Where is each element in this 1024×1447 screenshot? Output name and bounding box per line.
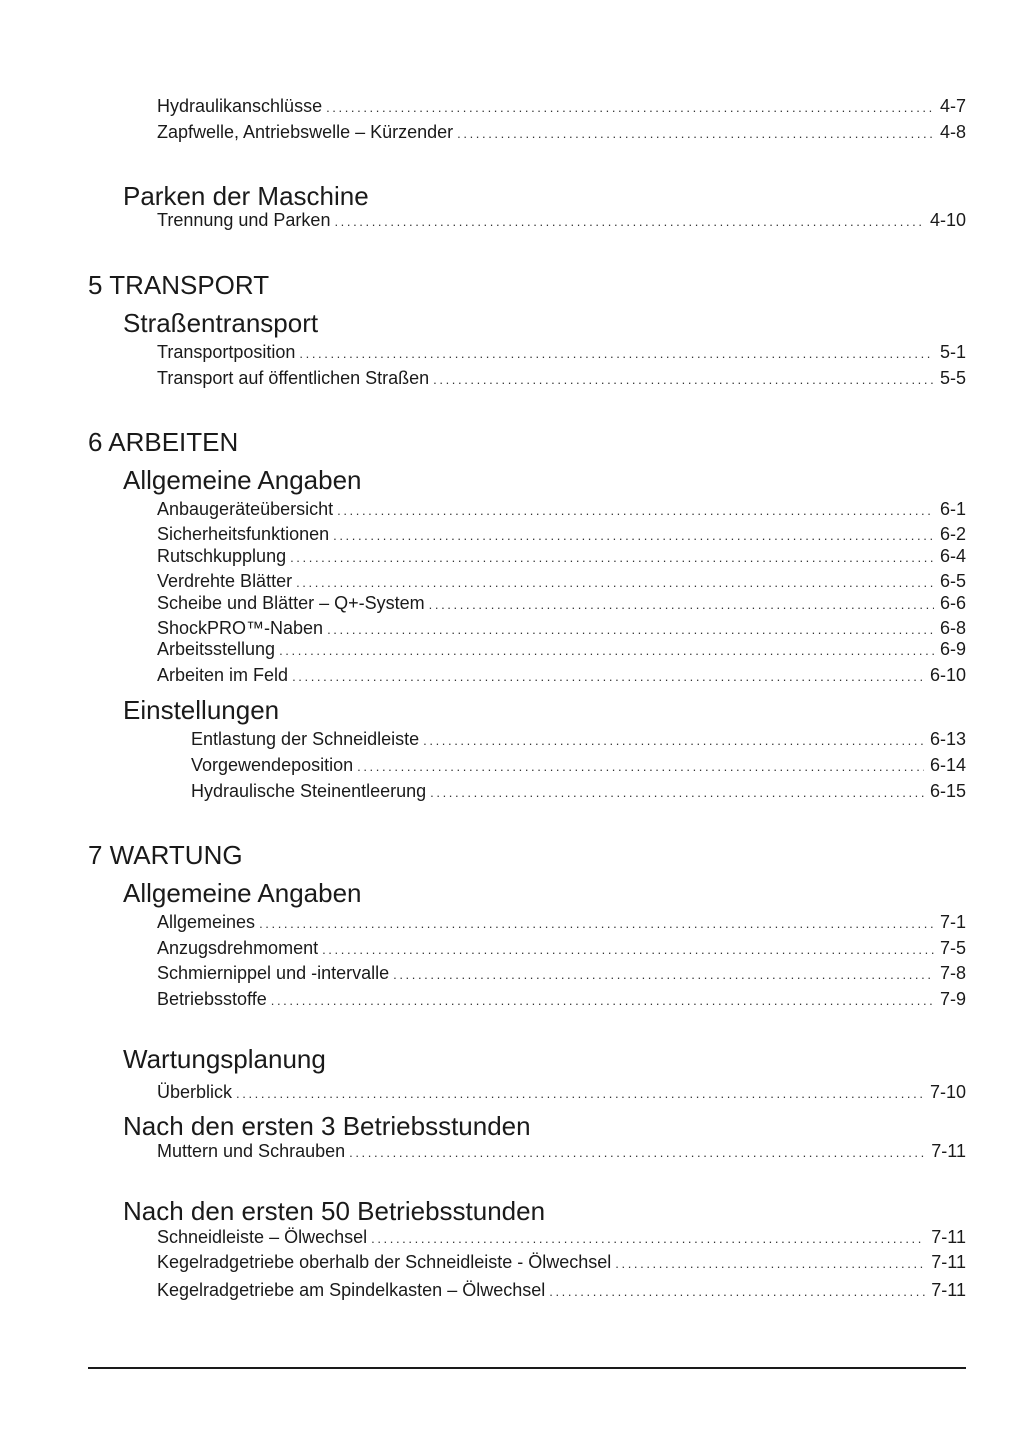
dot-leader <box>423 730 924 752</box>
toc-page-number: 6-6 <box>939 593 966 613</box>
dot-leader <box>279 640 934 662</box>
toc-entry-label: Hydraulikanschlüsse <box>157 96 323 116</box>
dot-leader <box>433 369 934 391</box>
toc-page-number: 6-10 <box>929 665 966 685</box>
toc-page-number: 7-1 <box>939 912 966 932</box>
toc-entry[interactable] <box>157 570 966 594</box>
toc-entry-label: Arbeiten im Feld <box>157 665 289 685</box>
toc-page-number: 7-5 <box>939 938 966 958</box>
toc-entry-label: Anzugsdrehmoment <box>157 938 319 958</box>
toc-page-number: 7-11 <box>931 1280 966 1300</box>
toc-page-number: 5-5 <box>939 368 966 388</box>
toc-page-number: 7-10 <box>929 1082 966 1102</box>
toc-entry-label: Entlastung der Schneidleiste <box>191 729 420 749</box>
section-heading: Nach den ersten 3 Betriebsstunden <box>123 1111 531 1141</box>
toc-entry-label: Schneidleiste – Ölwechsel <box>157 1227 368 1247</box>
dot-leader <box>430 782 924 804</box>
toc-page-number: 4-10 <box>929 210 966 230</box>
section-heading: Allgemeine Angaben <box>123 878 362 908</box>
dot-leader <box>429 594 934 616</box>
toc-page-number: 6-14 <box>929 755 966 775</box>
dot-leader <box>299 343 934 365</box>
section-heading: Nach den ersten 50 Betriebsstunden <box>123 1196 546 1226</box>
toc-page-number: 6-15 <box>929 781 966 801</box>
dot-leader <box>333 525 934 547</box>
toc-entry[interactable] <box>157 95 966 119</box>
toc-entry-label: Sicherheitsfunktionen <box>157 524 330 544</box>
toc-entry[interactable] <box>157 498 966 522</box>
dot-leader <box>357 756 924 778</box>
section-heading: Allgemeine Angaben <box>123 465 362 495</box>
toc-entry-label: Zapfwelle, Antriebswelle – Kürzender <box>157 122 454 142</box>
dot-leader <box>349 1142 925 1164</box>
toc-entry[interactable] <box>157 1226 966 1250</box>
toc-page-number: 4-8 <box>939 122 966 142</box>
toc-page-number: 7-11 <box>931 1141 966 1161</box>
dot-leader <box>615 1253 925 1275</box>
chapter-heading: 7 WARTUNG <box>88 840 243 870</box>
toc-entry-label: Scheibe und Blätter – Q+-System <box>157 593 425 613</box>
toc-entry-label: Muttern und Schrauben <box>157 1141 346 1161</box>
dot-leader <box>296 572 934 594</box>
toc-entry-label: Vorgewendeposition <box>191 755 354 775</box>
dot-leader <box>334 211 924 233</box>
dot-leader <box>371 1228 925 1250</box>
dot-leader <box>292 666 924 688</box>
chapter-heading: 5 TRANSPORT <box>88 270 270 300</box>
toc-entry-label: Transport auf öffentlichen Straßen <box>157 368 430 388</box>
toc-page-number: 6-9 <box>939 639 966 659</box>
section-heading: Parken der Maschine <box>123 181 369 211</box>
toc-page-number: 6-13 <box>929 729 966 749</box>
toc-entry[interactable] <box>157 911 966 935</box>
toc-entry[interactable] <box>157 523 966 547</box>
toc-entry[interactable] <box>157 592 966 616</box>
toc-page-number: 5-1 <box>939 342 966 362</box>
dot-leader <box>549 1281 925 1303</box>
dot-leader <box>337 500 934 522</box>
toc-entry-label: Kegelradgetriebe am Spindelkasten – Ölwechsel <box>157 1280 546 1300</box>
toc-entry-label: Allgemeines <box>157 912 256 932</box>
toc-page-number: 4-7 <box>939 96 966 116</box>
toc-entry-label: ShockPRO™-Naben <box>157 618 324 638</box>
chapter-heading: 6 ARBEITEN <box>88 427 239 457</box>
section-heading: Einstellungen <box>123 695 280 725</box>
toc-entry-label: Anbaugeräteübersicht <box>157 499 334 519</box>
toc-entry[interactable] <box>157 121 966 145</box>
toc-page-number: 6-5 <box>939 571 966 591</box>
toc-page-number: 6-4 <box>939 546 966 566</box>
toc-entry[interactable] <box>157 545 966 569</box>
section-heading: Wartungsplanung <box>123 1044 326 1074</box>
dot-leader <box>259 913 934 935</box>
toc-entry-label: Trennung und Parken <box>157 210 331 230</box>
footer-rule <box>88 1367 966 1369</box>
toc-entry[interactable] <box>157 209 966 233</box>
toc-entry[interactable] <box>191 728 966 752</box>
dot-leader <box>290 547 934 569</box>
toc-entry[interactable] <box>157 1279 966 1303</box>
toc-entry-label: Verdrehte Blätter <box>157 571 293 591</box>
dot-leader <box>393 964 934 986</box>
toc-entry-label: Schmiernippel und -intervalle <box>157 963 390 983</box>
toc-page-number: 7-9 <box>939 989 966 1009</box>
toc-entry[interactable] <box>157 937 966 961</box>
toc-entry-label: Überblick <box>157 1082 233 1102</box>
toc-page-number: 6-2 <box>939 524 966 544</box>
toc-entry[interactable] <box>191 780 966 804</box>
toc-page-number: 6-1 <box>939 499 966 519</box>
toc-entry[interactable] <box>157 1251 966 1275</box>
dot-leader <box>236 1083 924 1105</box>
toc-entry-label: Hydraulische Steinentleerung <box>191 781 427 801</box>
section-heading: Straßentransport <box>123 308 319 338</box>
dot-leader <box>326 97 934 119</box>
dot-leader <box>457 123 934 145</box>
toc-entry-label: Transportposition <box>157 342 296 362</box>
toc-entry-label: Arbeitsstellung <box>157 639 276 659</box>
toc-entry[interactable] <box>157 1081 966 1105</box>
toc-entry-label: Kegelradgetriebe oberhalb der Schneidleiste - Ölwechsel <box>157 1252 612 1272</box>
toc-entry[interactable] <box>157 1140 966 1164</box>
toc-entry[interactable] <box>157 638 966 662</box>
dot-leader <box>271 990 934 1012</box>
toc-entry[interactable] <box>157 988 966 1012</box>
toc-entry[interactable] <box>157 341 966 365</box>
toc-page-number: 7-11 <box>931 1252 966 1272</box>
toc-entry[interactable] <box>157 664 966 688</box>
toc-entry[interactable] <box>191 754 966 778</box>
dot-leader <box>322 939 934 961</box>
toc-page-number: 6-8 <box>939 618 966 638</box>
toc-page-number: 7-11 <box>931 1227 966 1247</box>
toc-entry-label: Betriebsstoffe <box>157 989 267 1009</box>
toc-page-number: 7-8 <box>939 963 966 983</box>
toc-entry-label: Rutschkupplung <box>157 546 287 566</box>
toc-entry[interactable] <box>157 962 966 986</box>
toc-entry[interactable] <box>157 367 966 391</box>
